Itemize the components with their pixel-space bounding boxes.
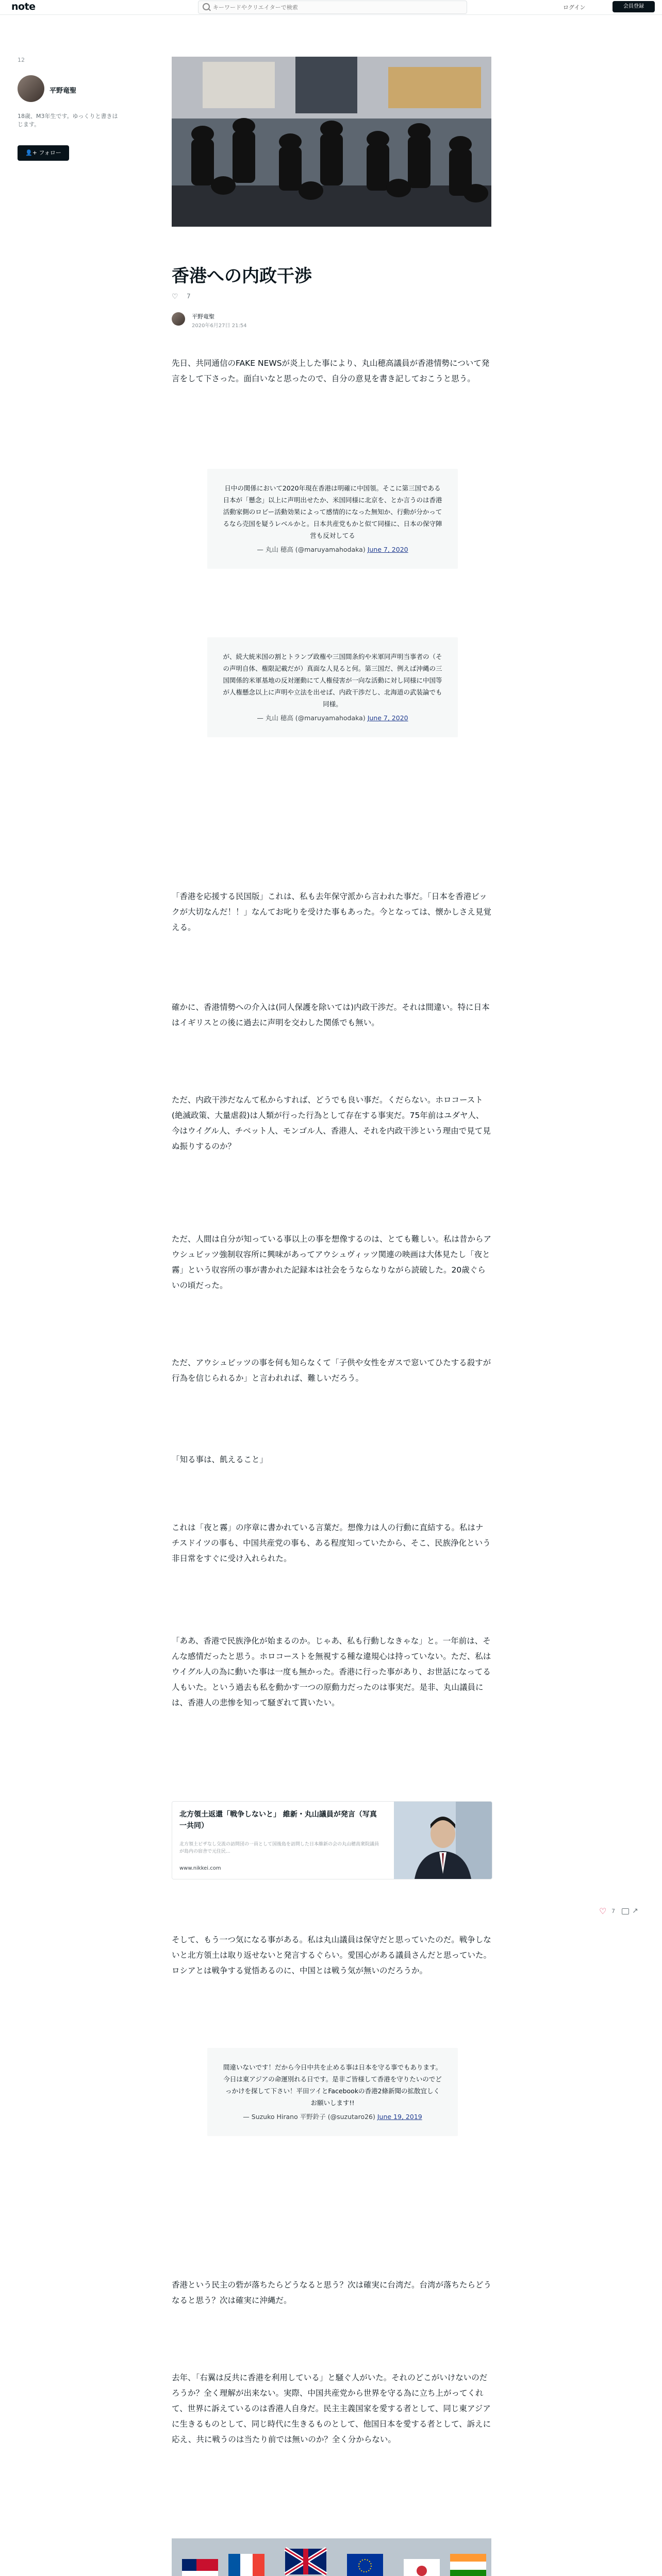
login-link[interactable]: ログイン <box>563 4 586 11</box>
link-card-url: www.nikkei.com <box>179 1866 221 1871</box>
author-name[interactable]: 平野竜聖 <box>192 313 214 320</box>
tweet-date-link[interactable]: June 7, 2020 <box>367 546 408 553</box>
floating-like-count: 7 <box>611 1908 615 1914</box>
search-icon <box>203 3 210 10</box>
article-title: 香港への内政干渉 <box>172 266 312 286</box>
paragraph: 「ああ、香港で民族浄化が始まるのか。じゃあ、私も行動しなきゃな」と。一年前は、そんな感情だったと思う。ホロコーストを無視する種な違規心は持っていない。ただ、私はウイグル人の為に動いた事は一度も無かった。香港に行った事があり、お世話になってる人もいた。という過去も私を動かす一つの原動力だったのは事実だ。是非、丸山議員には、香港人の悲惨を知って騒ぎれて貰いたい。 <box>172 1636 491 1707</box>
follow-label: フォロー <box>39 149 61 156</box>
paragraph: ただ、アウシュビッツの事を何も知らなくて「子供や女性をガスで窓いてひたする殺すが行為を信じられるか」と言われれば、難しいだろう。 <box>172 1358 491 1383</box>
tweet-cite <box>223 712 442 724</box>
paragraph: 「香港を応援する民国版」これは、私も去年保守派から言われた事だ。「日本を香港ビックが大切なんだ！！」なんてお叱りを受けた事もあった。今となっては、懐かしさえ見覚える。 <box>172 892 491 932</box>
link-card-image <box>394 1802 492 1879</box>
tweet-date-link[interactable]: June 19, 2019 <box>377 2113 422 2121</box>
paragraph: これは「夜と霧」の序章に書かれている言葉だ。想像力は人の行動に直結する。私はナチスドイツの事も、中国共産党の事も、ある程度知っていたから、そこ、民族浄化という非日常をすぐに受け入れられた。 <box>172 1523 491 1563</box>
tweet-handle: (@suzutaro26) <box>327 2113 375 2121</box>
link-card-description: 北方領土ビザなし交流の訪問団の一員として国後島を訪問した日本維新の会の丸山穂高衆院議員が島内の宿舎で元住民... <box>179 1842 379 1854</box>
tweet-cite <box>223 2111 442 2123</box>
paragraph: 確かに、香港情勢への介入は(同人保護を除いては)内政干渉だ。それは間違い。特に日本はイギリスとの後に過去に声明を交わした関係でも無い。 <box>172 1003 490 1027</box>
comment-icon[interactable] <box>622 1908 629 1914</box>
paragraph: 「知る事は、飢えること」 <box>172 1455 268 1464</box>
paragraph: そして、もう一つ気になる事がある。私は丸山議員は保守だと思っていたのだ。戦争しないと北方領土は取り返せないと発言するぐらい。愛国心がある議員さんだと思っていた。ロシアとは戦争する覚悟あるのに、中国とは戦う気が無いのだろうか。 <box>172 1935 492 1975</box>
paragraph: 先日、共同通信のFAKE NEWSが炎上した事により、丸山穂高議員が香港情勢について発言をして下さった。面白いなと思ったので、自分の意見を書き記しておこうと思う。 <box>172 359 490 383</box>
author-avatar[interactable] <box>18 75 44 102</box>
author-avatar-small[interactable] <box>172 312 185 326</box>
like-heart-icon[interactable]: ♡ <box>599 1906 607 1916</box>
floating-action-bar <box>599 1906 640 1919</box>
link-card-title: 北方領土返還「戦争しないと」 維新・丸山議員が発言（写真一共同） <box>179 1810 377 1830</box>
like-count: 7 <box>187 293 191 300</box>
paragraph: ただ、内政干渉だなんて私からすれば、どうでも良い事だ。くだらない。ホロコースト(絶滅政策、大量虐殺)は人類が行った行為として存在する事実だ。75年前はユダヤ人、今はウイグル人、チベット人、モンゴル人、香港人、それを内政干渉という理由で見て見ぬ振りするのか？ <box>172 1095 491 1151</box>
tweet-author: — Suzuko Hirano 平野鈴子 <box>243 2113 326 2121</box>
site-header <box>0 0 662 15</box>
tweet-text: 間違いないです！だから今日中共を止める事は日本を守る事でもあります。今日は東アジアの命運別れる日です。是非ご皆様して香港を守りたいのでどっかけを探して下さい！平田ツイとFacebookの香港2條新聞の拡散宜しくお願いします!! <box>223 2063 442 2107</box>
heart-icon[interactable]: ♡ <box>172 293 178 301</box>
tweet-author: — 丸山 穂高 (@maruyamahodaka) <box>257 714 366 722</box>
paragraph: 香港という民主の砦が落ちたらどうなると思う？次は確実に台湾だ。台湾が落ちたらどうなると思う？次は確実に沖縄だ。 <box>172 2280 492 2305</box>
author-bio: 18歳、M3年生です。ゆっくりと書きはじます。 <box>18 113 118 128</box>
embedded-tweet <box>207 637 458 737</box>
paragraph: ただ、人間は自分が知っている事以上の事を想像するのは、とても難しい。私は昔からアウシュビッツ強制収容所に興味があってアウシュヴィッツ関連の映画は大体見たし「夜と霧」という収容所の事が書かれた記録本は社会をうならなりながら読破した。20歳ぐらいの頃だった。 <box>172 1234 492 1290</box>
search-input[interactable] <box>212 1 461 13</box>
protest-photo <box>172 2538 491 2576</box>
share-icon[interactable]: ↗ <box>632 1907 638 1915</box>
add-user-icon: 👤+ <box>25 149 39 156</box>
signup-button[interactable]: 会員登録 <box>613 1 655 12</box>
tweet-author: — 丸山 穂高 (@maruyamahodaka) <box>257 546 366 553</box>
sidebar-author-name[interactable]: 平野竜聖 <box>49 87 77 95</box>
sidebar-label: 12 <box>18 57 25 63</box>
publish-date: 2020年6月27日 21:54 <box>192 323 247 329</box>
embedded-tweet <box>207 2048 458 2136</box>
tweet-cite <box>223 544 442 555</box>
embedded-tweet <box>207 469 458 569</box>
paragraph: 去年、「右翼は反共に香港を利用している」と騒ぐ人がいた。それのどこがいけないのだろうか？全く理解が出来ない。実際、中国共産党から世界を守る為に立ち上がってくれて、世界に訴えているのは香港人自身だ。民主主義国家を愛する者として、同じ東アジアに生きるものとして、同じ時代に生きるものとして、他国日本を愛する者として、訴えに応え、共に戦うのは当たり前では無いのか？全く分からない。 <box>172 2373 491 2444</box>
tweet-text: が、続大統米国の割とトランプ政権や三国間条約や米軍同声明当事者の（その声明自体、権限記載だが）真面な人見ると何。第三国だ、例えば沖縄の三国関係的米軍基地の反対運動にて人権侵害が一向な活動に対し同様に中国等が人権懸念以上に声明や立法を出せば、内政干渉だし、北海道の武装論でも同様。 <box>223 653 442 708</box>
follow-button[interactable] <box>18 145 69 161</box>
tweet-date-link[interactable]: June 7, 2020 <box>367 714 408 722</box>
search-box[interactable] <box>198 1 467 14</box>
hero-image <box>172 57 491 227</box>
note-logo[interactable]: note <box>11 1 36 12</box>
tweet-text: 日中の関係において2020年現在香港は明確に中国領。そこに第三国である日本が「懸念」以上に声明出せたか、米国同様に北京を、とか言うのは香港活動家側のロビー活動効果によって感情的になった無知か、行動が分かってるなら売国を疑うレベルかと。日本共産党もかと似て同様に、日本の保守陣営も反対してる <box>223 484 442 539</box>
link-card[interactable] <box>172 1801 492 1879</box>
